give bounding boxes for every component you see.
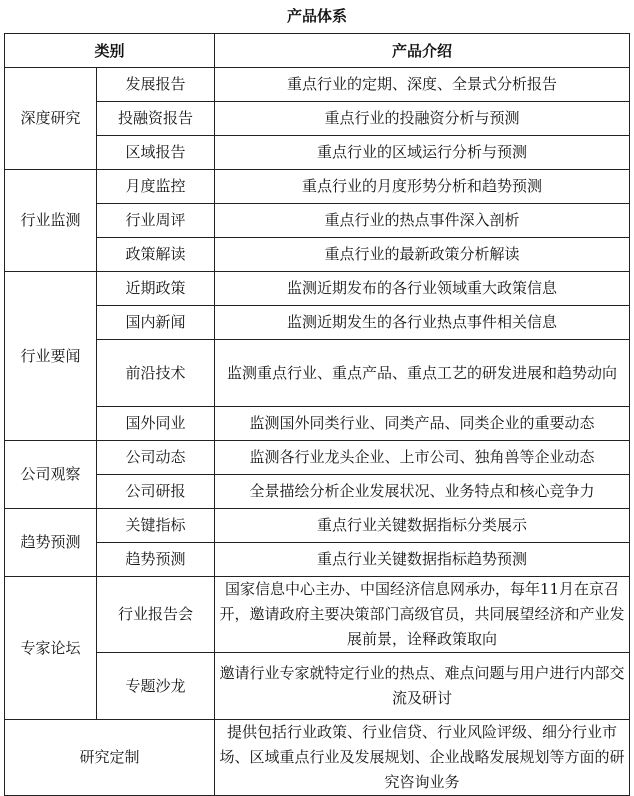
sub-category: 关键指标 xyxy=(97,509,215,543)
group-name: 专家论坛 xyxy=(5,577,97,720)
table-row xyxy=(5,102,630,136)
description: 重点行业的热点事件深入剖析 xyxy=(215,204,630,238)
description: 提供包括行业政策、行业信贷、行业风险评级、细分行业市场、区域重点行业及发展规划、企业战略发展规划等方面的研究咨询业务 xyxy=(215,720,630,796)
table-row xyxy=(5,577,630,653)
sub-category: 趋势预测 xyxy=(97,543,215,577)
sub-category: 发展报告 xyxy=(97,68,215,102)
sub-category: 近期政策 xyxy=(97,272,215,306)
sub-category: 前沿技术 xyxy=(97,340,215,407)
table-row xyxy=(5,407,630,441)
table-row xyxy=(5,306,630,340)
description: 监测重点行业、重点产品、重点工艺的研发进展和趋势动向 xyxy=(215,340,630,407)
sub-category: 国外同业 xyxy=(97,407,215,441)
description: 邀请行业专家就特定行业的热点、难点问题与用户进行内部交流及研讨 xyxy=(215,653,630,720)
group-name: 趋势预测 xyxy=(5,509,97,577)
sub-category: 行业报告会 xyxy=(97,577,215,653)
sub-category: 区域报告 xyxy=(97,136,215,170)
description: 监测近期发生的各行业热点事件相关信息 xyxy=(215,306,630,340)
sub-category: 国内新闻 xyxy=(97,306,215,340)
page-title: 产品体系 xyxy=(286,7,347,25)
description: 监测各行业龙头企业、上市公司、独角兽等企业动态 xyxy=(215,441,630,475)
table-row xyxy=(5,543,630,577)
description: 重点行业的定期、深度、全景式分析报告 xyxy=(215,68,630,102)
product-table xyxy=(4,33,630,796)
table-row xyxy=(5,340,630,407)
sub-category: 公司研报 xyxy=(97,475,215,509)
sub-category: 行业周评 xyxy=(97,204,215,238)
header-category: 类别 xyxy=(5,34,215,68)
description: 重点行业关键数据指标趋势预测 xyxy=(215,543,630,577)
description: 国家信息中心主办、中国经济信息网承办，每年11月在京召开，邀请政府主要决策部门高级官员，共同展望经济和产业发展前景，诠释政策取向 xyxy=(215,577,630,653)
header-intro: 产品介绍 xyxy=(215,34,630,68)
table-row xyxy=(5,475,630,509)
description: 重点行业的最新政策分析解读 xyxy=(215,238,630,272)
description: 监测国外同类行业、同类产品、同类企业的重要动态 xyxy=(215,407,630,441)
sub-category: 月度监控 xyxy=(97,170,215,204)
table-row xyxy=(5,170,630,204)
sub-category: 投融资报告 xyxy=(97,102,215,136)
description: 重点行业关键数据指标分类展示 xyxy=(215,509,630,543)
description: 监测近期发布的各行业领域重大政策信息 xyxy=(215,272,630,306)
group-name: 研究定制 xyxy=(5,720,215,796)
description: 全景描绘分析企业发展状况、业务特点和核心竞争力 xyxy=(215,475,630,509)
table-row xyxy=(5,68,630,102)
sub-category: 公司动态 xyxy=(97,441,215,475)
table-row xyxy=(5,441,630,475)
group-name: 深度研究 xyxy=(5,68,97,170)
group-name: 公司观察 xyxy=(5,441,97,509)
group-name: 行业监测 xyxy=(5,170,97,272)
sub-category: 专题沙龙 xyxy=(97,653,215,720)
table-row xyxy=(5,653,630,720)
table-row xyxy=(5,204,630,238)
table-row xyxy=(5,136,630,170)
table-row xyxy=(5,272,630,306)
header-row xyxy=(5,34,630,68)
description: 重点行业的月度形势分析和趋势预测 xyxy=(215,170,630,204)
table-row xyxy=(5,238,630,272)
sub-category: 政策解读 xyxy=(97,238,215,272)
group-name: 行业要闻 xyxy=(5,272,97,441)
table-row xyxy=(5,509,630,543)
description: 重点行业的投融资分析与预测 xyxy=(215,102,630,136)
description: 重点行业的区域运行分析与预测 xyxy=(215,136,630,170)
table-row xyxy=(5,720,630,796)
